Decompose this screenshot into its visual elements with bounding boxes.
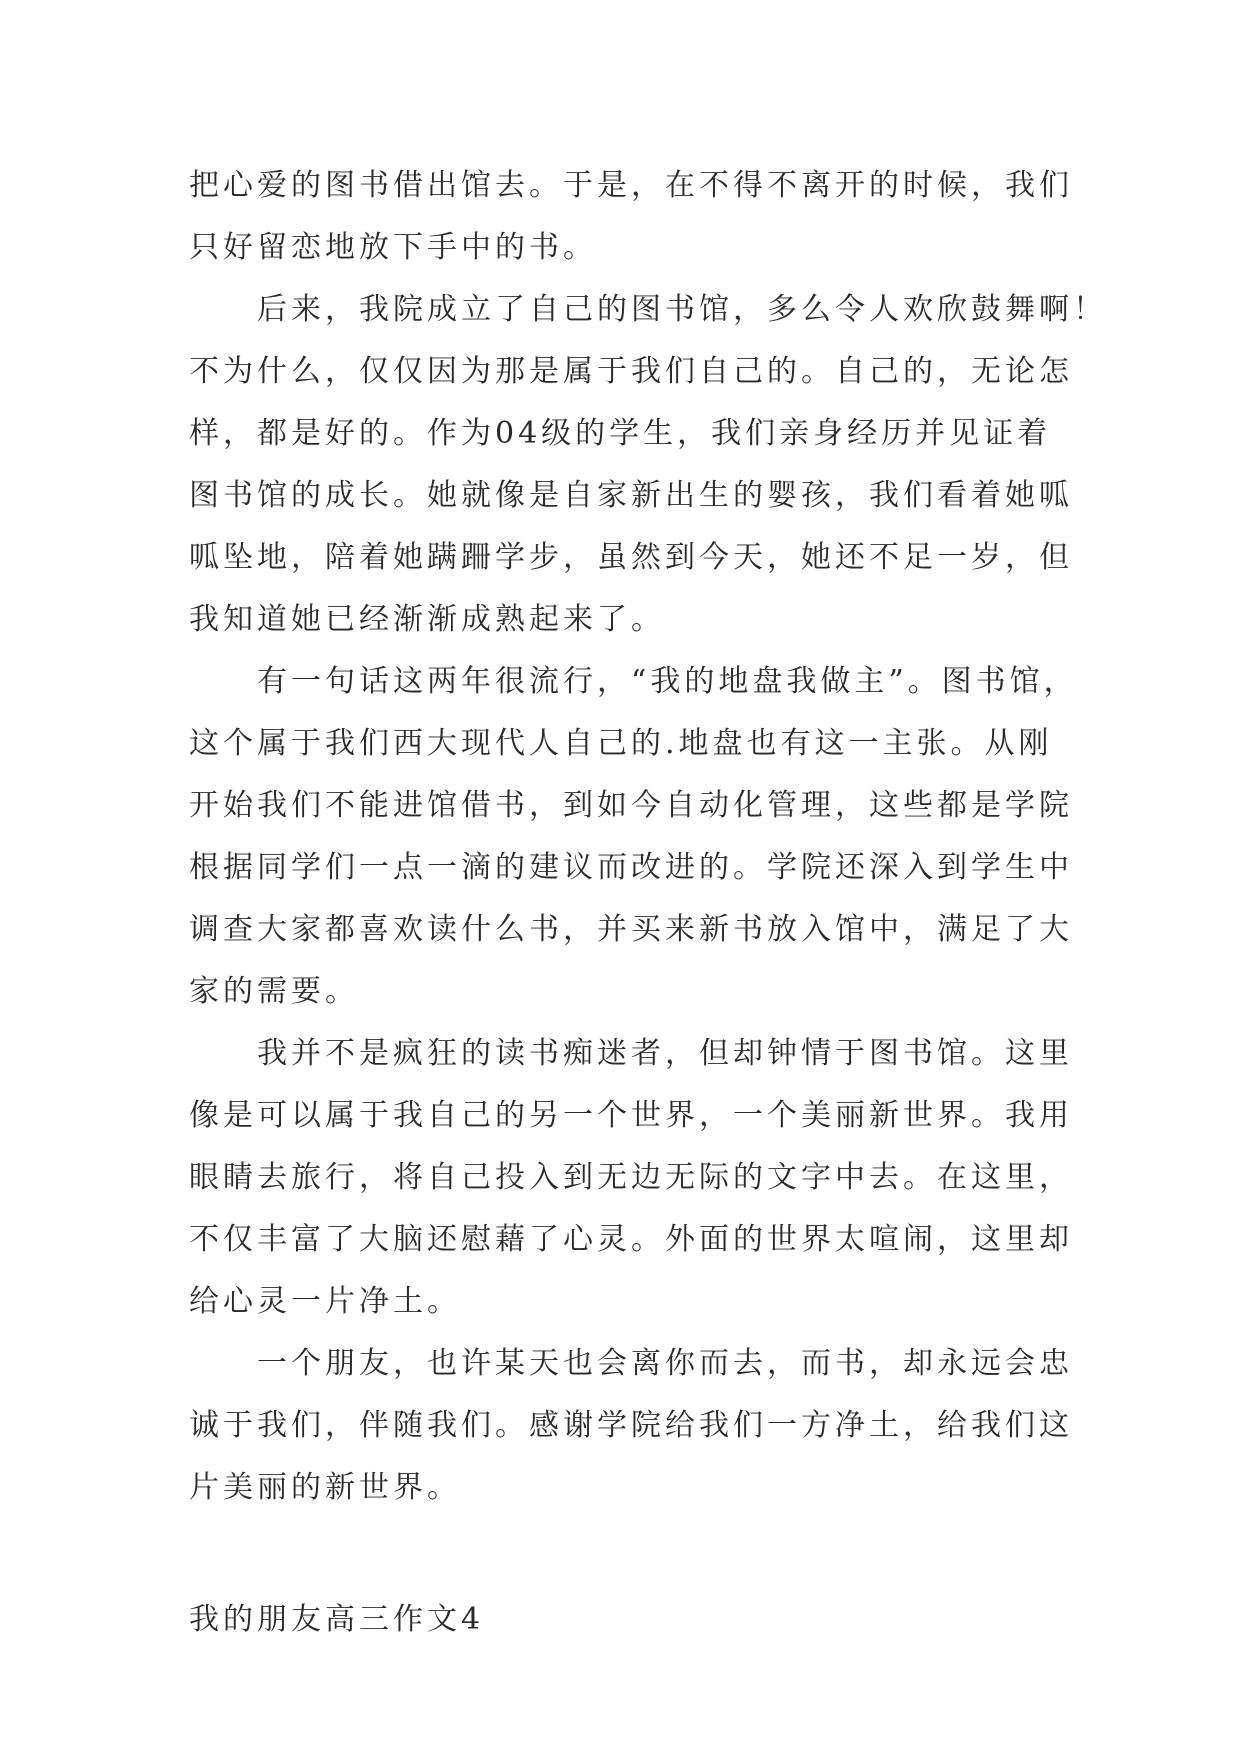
paragraph-2-line-6: 我知道她已经渐渐成熟起来了。 xyxy=(189,602,665,637)
paragraph-2-line-2: 不为什么，仅仅因为那是属于我们自己的。自己的，无论怎 xyxy=(189,354,1073,389)
section-heading: 我的朋友高三作文4 xyxy=(189,1602,485,1637)
paragraph-3-line-6: 家的需要。 xyxy=(189,974,359,1009)
body-line-2: 只好留恋地放下手中的书。 xyxy=(189,230,597,265)
paragraph-5-line-3: 片美丽的新世界。 xyxy=(189,1470,461,1505)
paragraph-5-line-1: 一个朋友，也许某天也会离你而去，而书，却永远会忠 xyxy=(257,1346,1073,1381)
paragraph-2-line-1: 后来，我院成立了自己的图书馆，多么令人欢欣鼓舞啊！ xyxy=(257,292,1107,327)
paragraph-3-line-5: 调查大家都喜欢读什么书，并买来新书放入馆中，满足了大 xyxy=(189,912,1073,947)
paragraph-3-line-2: 这个属于我们西大现代人自己的.地盘也有这一主张。从刚 xyxy=(189,726,1053,761)
paragraph-2-line-5: 呱坠地，陪着她蹒跚学步，虽然到今天，她还不足一岁，但 xyxy=(189,540,1073,575)
paragraph-2-line-3: 样，都是好的。作为04级的学生，我们亲身经历并见证着 xyxy=(189,416,1052,451)
paragraph-4-line-3: 眼睛去旅行，将自己投入到无边无际的文字中去。在这里， xyxy=(189,1160,1073,1195)
paragraph-4-line-1: 我并不是疯狂的读书痴迷者，但却钟情于图书馆。这里 xyxy=(257,1036,1073,1071)
paragraph-4-line-2: 像是可以属于我自己的另一个世界，一个美丽新世界。我用 xyxy=(189,1098,1073,1133)
body-line-1: 把心爱的图书借出馆去。于是，在不得不离开的时候，我们 xyxy=(189,168,1073,203)
paragraph-3-line-1: 有一句话这两年很流行，“我的地盘我做主”。图书馆， xyxy=(257,664,1078,699)
paragraph-3-line-3: 开始我们不能进馆借书，到如今自动化管理，这些都是学院 xyxy=(189,788,1073,823)
paragraph-2-line-4: 图书馆的成长。她就像是自家新出生的婴孩，我们看着她呱 xyxy=(189,478,1073,513)
paragraph-4-line-5: 给心灵一片净土。 xyxy=(189,1284,461,1319)
paragraph-3-line-4: 根据同学们一点一滴的建议而改进的。学院还深入到学生中 xyxy=(189,850,1073,885)
paragraph-4-line-4: 不仅丰富了大脑还慰藉了心灵。外面的世界太喧闹，这里却 xyxy=(189,1222,1073,1257)
paragraph-5-line-2: 诚于我们，伴随我们。感谢学院给我们一方净土，给我们这 xyxy=(189,1408,1073,1443)
